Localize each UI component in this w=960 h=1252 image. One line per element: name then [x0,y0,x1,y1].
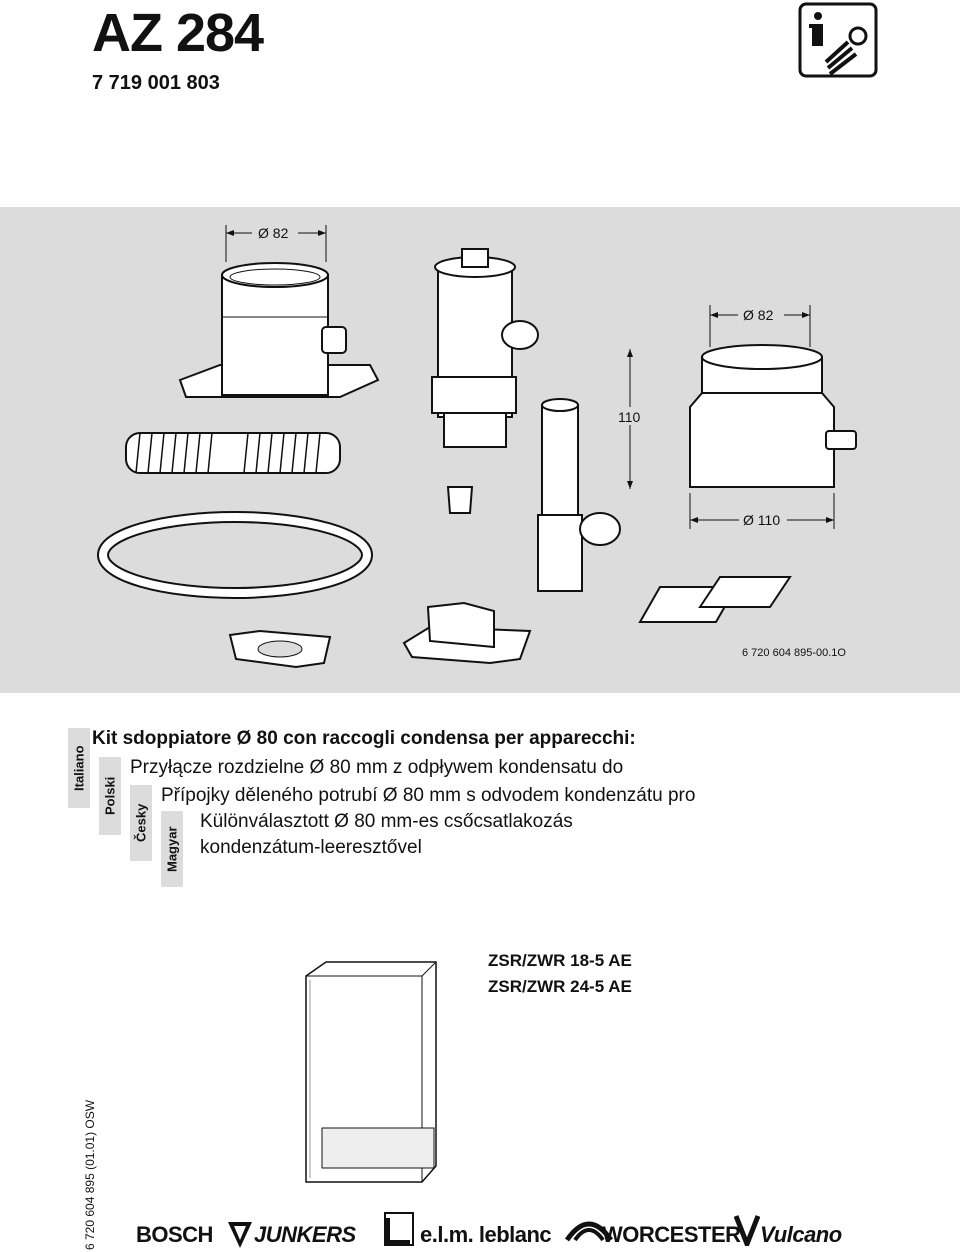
heading-magyar-line1: Különválasztott Ø 80 mm-es csőcsatlakozás [200,811,573,832]
dim-top-left: Ø 82 [258,225,289,241]
brand-elm: e.l.m. leblanc [420,1222,552,1247]
parts-drawing [0,207,960,693]
boiler-illustration [286,960,446,1186]
model-line-2: ZSR/ZWR 24-5 AE [488,977,632,996]
document-title: AZ 284 [92,3,264,63]
dim-height: 110 [618,409,641,425]
lang-tab-italiano: Italiano [68,728,90,808]
lang-tab-magyar: Magyar [161,811,183,887]
brand-junkers: JUNKERS [254,1222,356,1247]
vulcano-logo-icon [734,1214,760,1246]
brand-bosch: BOSCH [136,1222,213,1247]
document-code: 6 720 604 895 (01.01) OSW [83,1099,97,1250]
parts-figure-panel [0,207,960,693]
brand-worcester: WORCESTER [602,1222,741,1247]
info-wrench-icon [798,2,878,78]
lang-tab-polski: Polski [99,757,121,835]
figure-code: 6 720 604 895-00.1O [742,647,846,659]
heading-cesky: Přípojky děleného potrubí Ø 80 mm s odvodem kondenzátu pro [161,785,696,806]
heading-italiano: Kit sdoppiatore Ø 80 con raccogli condensa per apparecchi: [92,728,636,749]
dim-top-right: Ø 82 [743,307,774,323]
heading-magyar-line2: kondenzátum-leeresztővel [200,837,422,858]
heading-polski: Przyłącze rozdzielne Ø 80 mm z odpływem kondensatu do [130,757,624,778]
brand-vulcano: Vulcano [760,1222,842,1247]
lang-tab-cesky: Česky [130,785,152,861]
model-line-1: ZSR/ZWR 18-5 AE [488,951,632,970]
junkers-logo-icon [228,1222,252,1248]
part-number: 7 719 001 803 [92,72,220,94]
elm-logo-icon [384,1212,414,1246]
dim-bottom-right: Ø 110 [743,512,781,528]
